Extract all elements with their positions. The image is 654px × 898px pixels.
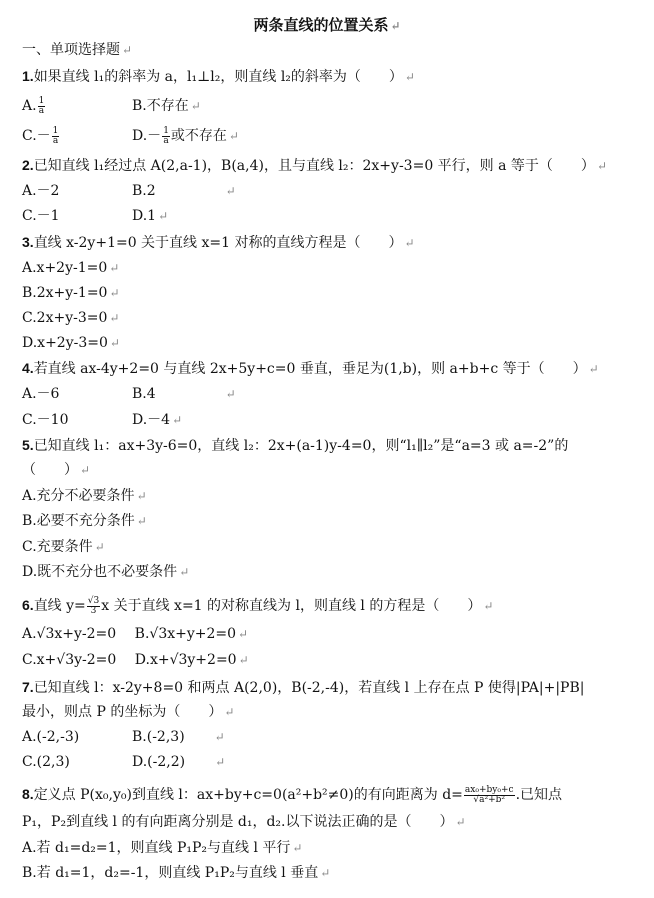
option-c[interactable]: C.2x+y-3=0 ↵ [22,310,120,326]
option-b[interactable]: B.√3x+y+2=0 ↵ [134,626,249,642]
return-mark-icon: ↵ [136,514,147,528]
question-1: 1.如果直线 l₁的斜率为 a，l₁⊥l₂，则直线 l₂的斜率为（ ） ↵ [22,68,415,85]
option-b[interactable]: B.必要不充分条件 ↵ [22,513,147,529]
option-a[interactable]: A.x+2y-1=0 ↵ [22,260,120,276]
option-a[interactable]: A.√3x+y-2=0 [22,626,117,642]
question-4-options-ab [22,384,646,404]
question-4-options-cd [22,410,646,430]
option-c[interactable]: C.－1 [22,208,60,224]
question-6: 6.直线 y= $\frac{√3}{3}$ x 关于直线 x=1 的对称直线为 l，则直线 l 的方程是（ ） ↵ [22,595,494,616]
return-mark-icon: ↵ [136,489,147,503]
option-c[interactable]: C.(2,3) [22,754,70,770]
option-b[interactable]: B.若 d₁=1，d₂=-1，则直线 P₁P₂与直线 l 垂直 ↵ [22,865,331,881]
return-mark-icon: ↵ [292,841,303,855]
return-mark-icon: ↵ [238,653,249,667]
question-5: 5.已知直线 l₁：ax+3y-6=0，直线 l₂：2x+(a-1)y-4=0，则“l₁∥l₂”是“a=3 或 a=-2”的 [22,437,569,454]
question-8-cont: P₁，P₂到直线 l 的有向距离分别是 d₁，d₂.以下说法正确的是（ ） ↵ [22,814,466,830]
option-a[interactable]: A.(-2,-3) [22,729,80,745]
return-mark-icon: ↵ [214,730,225,744]
return-mark-icon: ↵ [109,286,120,300]
return-mark-icon: ↵ [109,311,120,325]
option-a[interactable]: A.－2 [22,183,60,199]
return-mark-icon: ↵ [320,866,331,880]
option-c[interactable]: C.x+√3y-2=0 [22,652,117,668]
return-mark-icon: ↵ [404,70,415,84]
return-mark-icon: ↵ [109,261,120,275]
question-1-options-ab [22,96,646,120]
option-b[interactable]: B.(-2,3) ↵ [132,729,225,745]
return-mark-icon: ↵ [179,565,190,579]
question-5-cont: （ ） ↵ [22,462,91,478]
return-mark-icon: ↵ [172,413,183,427]
return-mark-icon: ↵ [455,815,466,829]
return-mark-icon: ↵ [109,336,120,350]
option-a[interactable]: A.若 d₁=d₂=1，则直线 P₁P₂与直线 l 平行 ↵ [22,840,303,856]
option-b[interactable]: B.4 ↵ [132,386,236,402]
question-3: 3.直线 x-2y+1=0 关于直线 x=1 对称的直线方程是（ ） ↵ [22,234,415,251]
return-mark-icon: ↵ [224,705,235,719]
return-mark-icon: ↵ [228,129,239,143]
option-c[interactable]: C.充要条件 ↵ [22,539,105,555]
return-mark-icon: ↵ [596,159,607,173]
return-mark-icon: ↵ [94,540,105,554]
option-a[interactable]: A.充分不必要条件 ↵ [22,488,147,504]
question-7-options-cd [22,752,646,772]
question-6-options-ab [22,624,646,644]
return-mark-icon: ↵ [404,236,415,250]
option-c[interactable]: C.－10 [22,412,69,428]
question-2-options-ab [22,181,646,201]
return-mark-icon: ↵ [483,599,494,613]
option-d[interactable]: D.－4 ↵ [132,412,183,428]
question-7-cont: 最小，则点 P 的坐标为（ ） ↵ [22,704,235,720]
option-d[interactable]: D.(-2,2) ↵ [132,754,226,770]
question-8: 8.定义点 P(x₀,y₀)到直线 l：ax+by+c=0(a²+b²≠0)的有向距离为 d= $\frac{\text{ax₀+by₀+c}}{\text{√a²+b²}}$ .已知点 [22,784,563,805]
question-4: 4.若直线 ax-4y+2=0 与直线 2x+5y+c=0 垂直，垂足为(1,b)，则 a+b+c 等于（ ） ↵ [22,360,599,377]
option-d[interactable]: D.1 ↵ [132,208,169,224]
option-b[interactable]: B.不存在 ↵ [132,98,201,114]
option-d[interactable]: D.－ $\frac{1}{a}$ 或不存在 ↵ [132,125,239,146]
return-mark-icon: ↵ [238,627,249,641]
option-a[interactable]: A.－6 [22,386,60,402]
section-heading: 一、单项选择题 ↵ [22,42,133,58]
question-1-options-cd [22,126,646,150]
option-d[interactable]: D.既不充分也不必要条件 ↵ [22,564,190,580]
question-7: 7.已知直线 l：x-2y+8=0 和两点 A(2,0)，B(-2,-4)，若直线 l 上存在点 P 使得|PA|+|PB| [22,679,585,696]
question-2-options-cd [22,206,646,226]
option-b[interactable]: B.2 ↵ [132,183,236,199]
option-d[interactable]: D.x+2y-3=0 ↵ [22,335,120,351]
question-2: 2.已知直线 l₁经过点 A(2,a-1)，B(a,4)，且与直线 l₂：2x+y-3=0 平行，则 a 等于（ ） ↵ [22,157,607,174]
return-mark-icon: ↵ [225,387,236,401]
return-mark-icon: ↵ [190,99,201,113]
option-b[interactable]: B.2x+y-1=0 ↵ [22,285,120,301]
question-7-options-ab [22,727,646,747]
return-mark-icon: ↵ [225,184,236,198]
option-a[interactable]: A. $\frac{1}{a}$ [22,95,45,116]
return-mark-icon: ↵ [158,209,169,223]
return-mark-icon: ↵ [122,43,133,57]
question-6-options-cd [22,650,646,670]
return-mark-icon: ↵ [588,362,599,376]
option-c[interactable]: C.－ $\frac{1}{a}$ [22,125,59,146]
option-d[interactable]: D.x+√3y+2=0 ↵ [134,652,249,668]
return-mark-icon: ↵ [80,463,91,477]
return-mark-icon: ↵ [215,755,226,769]
document-title: 两条直线的位置关系 ↵ [253,16,401,34]
return-mark-icon: ↵ [390,19,401,33]
